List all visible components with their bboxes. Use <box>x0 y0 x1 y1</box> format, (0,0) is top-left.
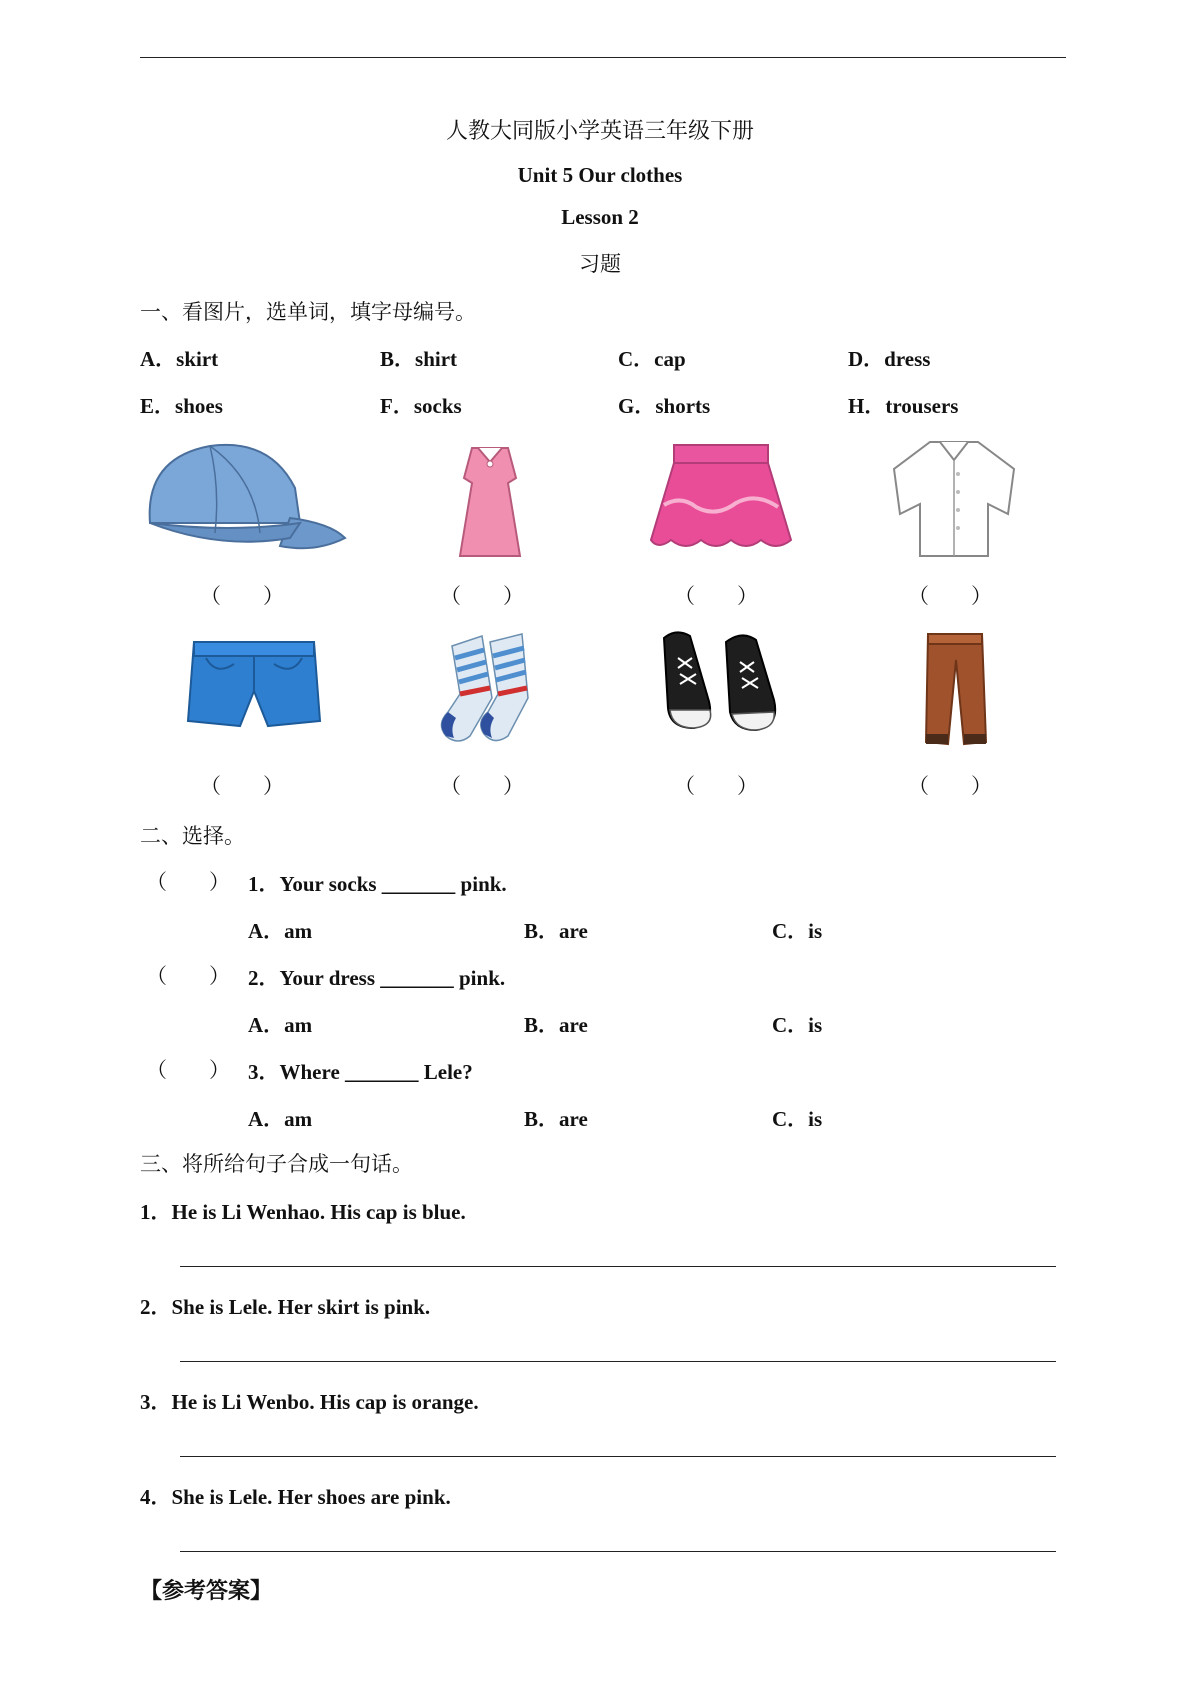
shirt-picture <box>890 434 1018 562</box>
page-title-cn: 人教大同版小学英语三年级下册 <box>445 119 754 144</box>
q3-option-b: B．are <box>524 1107 588 1131</box>
section2-heading: 二、选择。 <box>140 824 245 848</box>
option-g: G．shorts <box>618 394 711 418</box>
q2-option-b: B．are <box>524 1013 588 1037</box>
lesson-title: Lesson 2 <box>561 205 639 229</box>
option-h: H．trousers <box>848 394 959 418</box>
q2-option-a: A．am <box>248 1013 313 1037</box>
s3-item-2: 2．She is Lele. Her skirt is pink. <box>140 1295 431 1319</box>
answer-blank-6[interactable]: （ ） <box>440 774 524 798</box>
s3-item-3: 3．He is Li Wenbo. His cap is orange. <box>140 1390 479 1414</box>
q1-option-b: B．are <box>524 919 588 943</box>
s3-answer-line-2[interactable] <box>180 1361 1056 1362</box>
dress-picture <box>450 438 530 563</box>
cap-picture <box>140 438 350 563</box>
section3-heading: 三、将所给句子合成一句话。 <box>140 1152 413 1176</box>
option-e: E．shoes <box>140 394 223 418</box>
option-d: D．dress <box>848 347 931 371</box>
option-f: F．socks <box>380 394 462 418</box>
answer-blank-8[interactable]: （ ） <box>908 774 992 798</box>
s3-answer-line-4[interactable] <box>180 1551 1056 1552</box>
q1-option-a: A．am <box>248 919 313 943</box>
shorts-picture <box>186 636 322 736</box>
section1-heading: 一、看图片，选单词，填字母编号。 <box>140 300 476 324</box>
option-c: C．cap <box>618 347 686 371</box>
answer-blank-5[interactable]: （ ） <box>200 774 284 798</box>
trousers-picture <box>920 630 990 750</box>
option-a: A．skirt <box>140 347 219 371</box>
s3-answer-line-3[interactable] <box>180 1456 1056 1457</box>
unit-title: Unit 5 Our clothes <box>517 163 683 187</box>
top-rule <box>140 57 1066 58</box>
q3-option-c: C．is <box>772 1107 823 1131</box>
socks-picture <box>430 628 542 750</box>
answer-key-heading: 【参考答案】 <box>140 1578 273 1604</box>
answer-blank-7[interactable]: （ ） <box>674 774 758 798</box>
q1-answer-paren[interactable]: （ ） <box>146 870 230 894</box>
q2-text: 2．Your dress _______ pink. <box>248 966 506 990</box>
answer-blank-1[interactable]: （ ） <box>200 584 284 608</box>
s3-answer-line-1[interactable] <box>180 1266 1056 1267</box>
shoes-picture <box>656 628 780 740</box>
q3-option-a: A．am <box>248 1107 313 1131</box>
answer-blank-3[interactable]: （ ） <box>674 584 758 608</box>
exercise-subtitle: 习题 <box>579 252 621 276</box>
s3-item-4: 4．She is Lele. Her shoes are pink. <box>140 1485 451 1509</box>
q1-text: 1．Your socks _______ pink. <box>248 872 507 896</box>
q3-answer-paren[interactable]: （ ） <box>146 1058 230 1082</box>
q3-text: 3．Where _______ Lele? <box>248 1060 473 1084</box>
q2-answer-paren[interactable]: （ ） <box>146 964 230 988</box>
q1-option-c: C．is <box>772 919 823 943</box>
q2-option-c: C．is <box>772 1013 823 1037</box>
skirt-picture <box>646 440 796 558</box>
option-b: B．shirt <box>380 347 458 371</box>
s3-item-1: 1．He is Li Wenhao. His cap is blue. <box>140 1200 466 1224</box>
answer-blank-2[interactable]: （ ） <box>440 584 524 608</box>
answer-blank-4[interactable]: （ ） <box>908 584 992 608</box>
